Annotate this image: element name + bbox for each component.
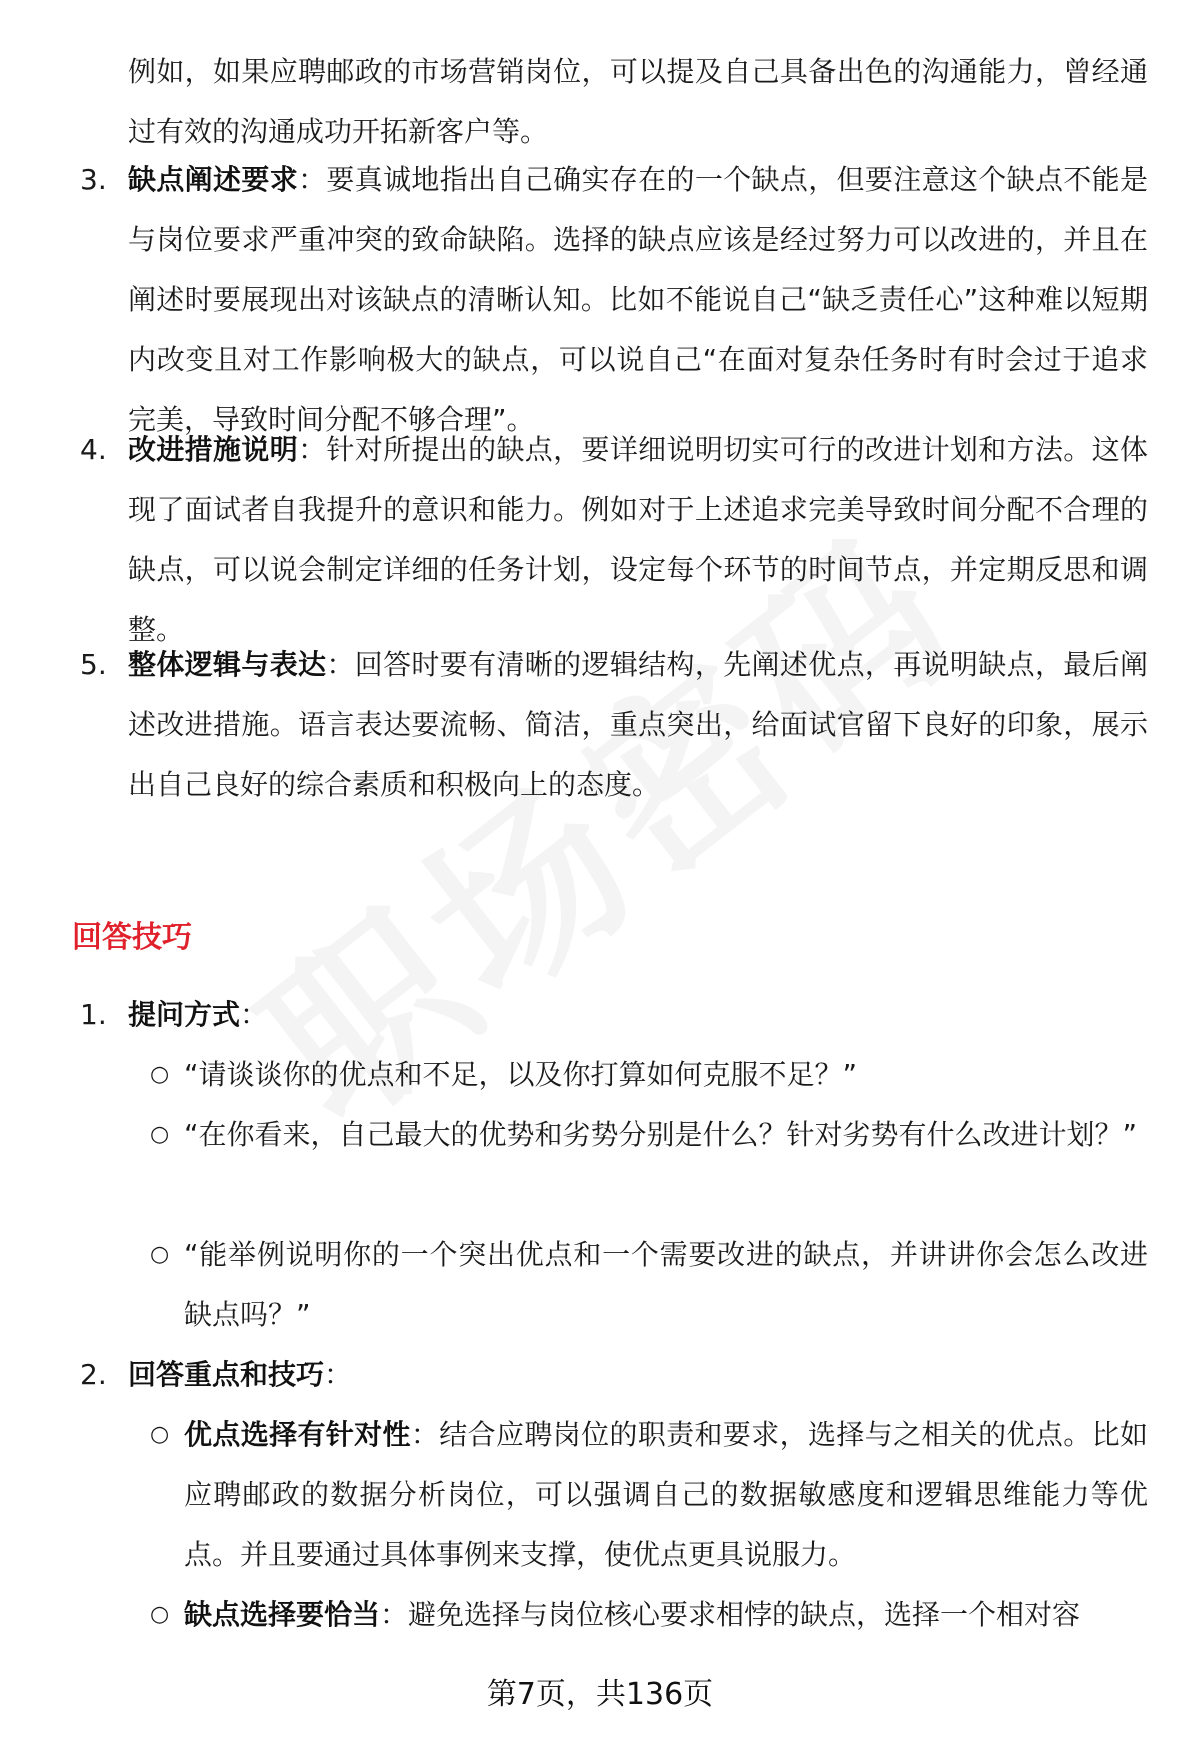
section-title: 回答技巧: [72, 920, 192, 955]
tip-text: ：结合应聘岗位的职责和要求，选择与之相关的优点。比如应聘邮政的数据分析岗位，可以强调自己的数据敏感度和逻辑思维能力等优点。并且要通过具体事例来支撑，使优点更具说服力。: [184, 1418, 1148, 1571]
item-title: 缺点阐述要求: [128, 163, 299, 196]
question-text: “请谈谈你的优点和不足，以及你打算如何克服不足？”: [184, 1058, 858, 1091]
item-text: ：: [240, 998, 269, 1031]
list-number: 4.: [80, 433, 107, 466]
tip-item: [150, 1405, 1148, 1585]
tip-title: 缺点选择要恰当: [184, 1598, 381, 1631]
question-item: [150, 1225, 1148, 1345]
bullet-icon: ○: [150, 1242, 170, 1267]
item-title: 改进措施说明: [128, 433, 299, 466]
list-number: 3.: [80, 163, 107, 196]
list-item-2: [80, 1345, 1148, 1405]
bullet-icon: ○: [150, 1602, 170, 1627]
list-item-1: [80, 985, 1148, 1045]
list-item-3: [80, 150, 1148, 450]
page-footer: 第7页，共136页: [486, 1677, 714, 1712]
question-text: “在你看来，自己最大的优势和劣势分别是什么？针对劣势有什么改进计划？”: [184, 1118, 1138, 1151]
list-item-4: [80, 420, 1148, 660]
item-title: 提问方式: [128, 998, 241, 1031]
item-text: ：: [324, 1358, 353, 1391]
tip-title: 优点选择有针对性: [184, 1418, 411, 1451]
list-item-5: [80, 635, 1148, 815]
tip-text: ：避免选择与岗位核心要求相悖的缺点，选择一个相对容: [380, 1598, 1081, 1631]
tip-item: [150, 1585, 1148, 1645]
bullet-icon: ○: [150, 1422, 170, 1447]
intro-paragraph: 例如，如果应聘邮政的市场营销岗位，可以提及自己具备出色的沟通能力，曾经通过有效的沟通成功开拓新客户等。: [128, 55, 1148, 148]
list-number: 1.: [80, 998, 107, 1031]
item-title: 回答重点和技巧: [128, 1358, 325, 1391]
question-item: [150, 1045, 1148, 1105]
item-text: ：要真诚地指出自己确实存在的一个缺点，但要注意这个缺点不能是与岗位要求严重冲突的致命缺陷。选择的缺点应该是经过努力可以改进的，并且在阐述时要展现出对该缺点的清晰认知。比如不能说自己“缺乏责任心”这种难以短期内改变且对工作影响极大的缺点，可以说自己“在面对复杂任务时有时会过于追求完美，导致时间分配不够合理”。: [128, 163, 1148, 436]
bullet-icon: ○: [150, 1122, 170, 1147]
item-title: 整体逻辑与表达: [128, 648, 327, 681]
item-text: ：回答时要有清晰的逻辑结构，先阐述优点，再说明缺点，最后阐述改进措施。语言表达要流畅、简洁，重点突出，给面试官留下良好的印象，展示出自己良好的综合素质和积极向上的态度。: [128, 648, 1148, 801]
item-text: ：针对所提出的缺点，要详细说明切实可行的改进计划和方法。这体现了面试者自我提升的意识和能力。例如对于上述追求完美导致时间分配不合理的缺点，可以说会制定详细的任务计划，设定每个环节的时间节点，并定期反思和调整。: [128, 433, 1148, 646]
bullet-icon: ○: [150, 1062, 170, 1087]
list-number: 5.: [80, 648, 107, 681]
question-text: “能举例说明你的一个突出优点和一个需要改进的缺点，并讲讲你会怎么改进缺点吗？”: [184, 1238, 1148, 1331]
question-item: [150, 1105, 1148, 1165]
list-number: 2.: [80, 1358, 107, 1391]
